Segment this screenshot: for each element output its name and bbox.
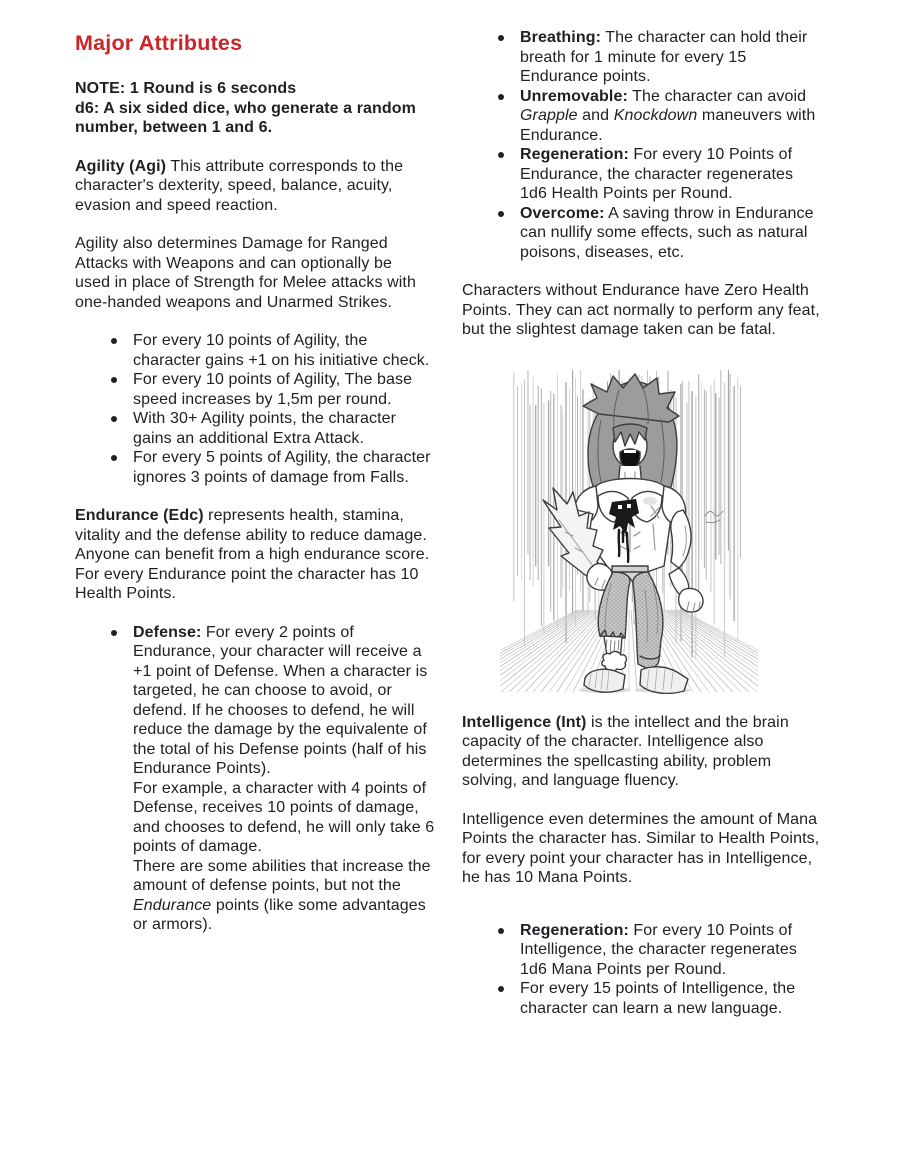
list-item: [462, 28, 852, 87]
list-item-text: For every 15 points of Intelligence, the character can learn a new language.: [520, 980, 796, 1017]
defense-bullet-part-1: Defense: For every 2 points of Endurance, your character will receive a +1 point of Defense. When a character is targeted, he can choose to avoid, or defend. If he chooses to defend, he will reduce the damage by the equivalente of the total of his Defense points (half of his Endurance Points).: [133, 623, 428, 777]
endurance-bullet-list-continued: [462, 28, 852, 262]
list-item: [75, 331, 447, 370]
agility-intro-paragraph: Agility (Agi) This attribute corresponds to the character's dexterity, speed, balance, acuity, evasion and speed reaction.: [75, 157, 404, 214]
list-item-text: For every 10 points of Agility, the character gains +1 on his initiative check.: [133, 332, 430, 369]
list-item-text: Overcome: A saving throw in Endurance can nullify some effects, such as natural poisons, diseases, etc.: [520, 204, 814, 261]
left-column: [75, 26, 447, 1157]
list-item-text: Unremovable: The character can avoid Grapple and Knockdown maneuvers with Endurance.: [520, 87, 816, 144]
list-item: [75, 623, 447, 935]
endurance-intro-paragraph: [75, 506, 431, 604]
intelligence-intro-paragraph: Intelligence (Int) is the intellect and the brain capacity of the character. Intelligence also determines the spellcasting ability, problem solving, and language fluency.: [462, 713, 789, 789]
list-item-text: For every 5 points of Agility, the character ignores 3 points of damage from Falls.: [133, 449, 431, 486]
list-item-text: Regeneration: For every 10 Points of Intelligence, the character regenerates 1d6 Mana Points per Round.: [520, 921, 797, 978]
bullet-icon: [111, 630, 117, 636]
bullet-icon: [498, 986, 504, 992]
list-item-text: Regeneration: For every 10 Points of Endurance, the character regenerates 1d6 Health Points per Round.: [520, 146, 794, 202]
bullet-icon: [111, 377, 117, 383]
note-block: [75, 79, 431, 138]
bullet-icon: [498, 94, 504, 100]
list-item: [75, 370, 447, 409]
list-item-text: With 30+ Agility points, the character gains an additional Extra Attack.: [133, 410, 397, 447]
list-item: [462, 145, 852, 204]
bullet-icon: [498, 211, 504, 217]
list-item: [462, 87, 852, 146]
agility-bullet-list: [75, 331, 447, 487]
bullet-icon: [111, 455, 117, 461]
list-item: [462, 204, 852, 263]
note-line-2: d6: A six sided dice, who generate a random number, between 1 and 6.: [75, 99, 416, 136]
bullet-icon: [498, 35, 504, 41]
list-item: [462, 921, 852, 980]
list-item: [75, 448, 447, 487]
agility-second-paragraph: Agility also determines Damage for Ranged Attacks with Weapons and can optionally be used in place of Strength for Melee attacks with one-handed weapons and Unarmed Strikes.: [75, 235, 416, 311]
bullet-icon: [111, 338, 117, 344]
defense-bullet-part-3: There are some abilities that increase the amount of defense points, but not the Endurance points (like some advantages or armors).: [133, 857, 431, 933]
note-line-1: NOTE: 1 Round is 6 seconds: [75, 80, 297, 97]
page-title: Major Attributes: [75, 31, 243, 55]
list-item: [75, 409, 447, 448]
floor-lines: [500, 610, 758, 692]
endurance-bullet-list: [75, 623, 447, 935]
list-item-text: [133, 623, 435, 935]
right-column: [462, 26, 852, 1157]
list-item-text: For every 10 points of Agility, The base speed increases by 1,5m per round.: [133, 371, 413, 408]
endurance-intro-text: Endurance (Edc) represents health, stamina, vitality and the defense ability to reduce damage. Anyone can benefit from a high endurance score.: [75, 507, 430, 563]
endurance-intro-line2: For every Endurance point the character has 10 Health Points.: [75, 565, 419, 602]
character-illustration: [500, 370, 758, 694]
intelligence-bullet-list: [462, 921, 852, 1019]
bullet-icon: [498, 928, 504, 934]
bullet-icon: [111, 416, 117, 422]
list-item-text: Breathing: The character can hold their breath for 1 minute for every 15 Endurance points.: [520, 29, 808, 85]
defense-bullet-part-2: For example, a character with 4 points of Defense, receives 10 points of damage, and chooses to defend, he will only take 6 points of damage.: [133, 779, 435, 855]
list-item: [462, 979, 852, 1018]
intelligence-second-paragraph: Intelligence even determines the amount of Mana Points the character has. Similar to Health Points, for every point your character has in Intelligence, he has 10 Mana Points.: [462, 810, 820, 886]
bullet-icon: [498, 152, 504, 158]
zero-endurance-paragraph: Characters without Endurance have Zero Health Points. They can act normally to perform any feat, but the slightest damage taken can be fatal.: [462, 282, 820, 338]
